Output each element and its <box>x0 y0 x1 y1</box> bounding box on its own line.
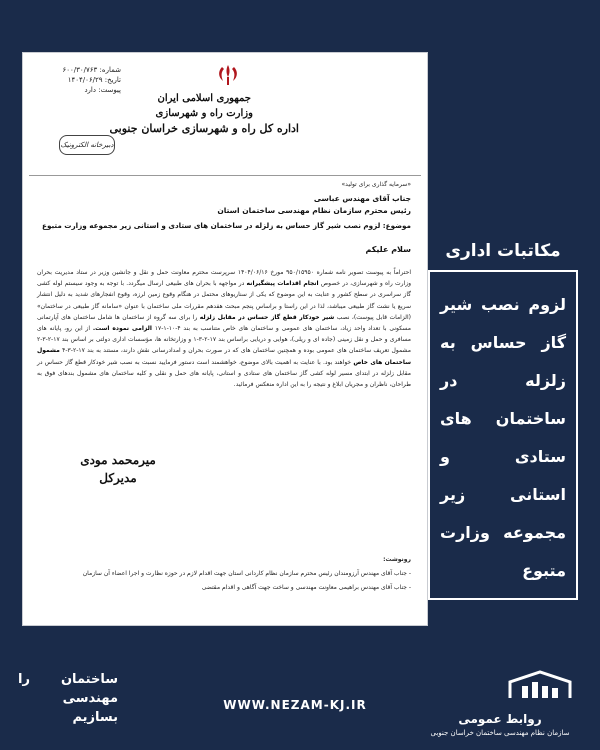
letter-subject: موضوع: لزوم نصب شیر گاز حساس به زلزله در ساختمان های ستادی و استانی زیر مجموعه وزارت متبوع <box>42 221 411 230</box>
letter-date: تاریخ: ۱۴۰۴/۰۶/۲۹ <box>67 76 121 84</box>
public-relations-logo-icon <box>500 668 580 708</box>
issuer-header <box>109 91 299 137</box>
issuer-line-2: وزارت راه و شهرسازی <box>155 108 253 119</box>
news-title-box: لزوم نصب شیر گاز حساس به زلزله در ساختمان های ستادی و استانی زیر مجموعه وزارت متبوع <box>428 270 578 600</box>
body-bold: شیر خودکار قطع گاز حساس در مقابل زلزله <box>199 313 335 321</box>
letter-body <box>37 267 411 390</box>
signatory-name: میرمحمد مودی <box>80 453 156 467</box>
website-link[interactable]: WWW.NEZAM-KJ.IR <box>223 698 367 712</box>
body-bold: الزامی نموده است. <box>92 325 152 333</box>
logo-title: روابط عمومی <box>458 712 542 726</box>
letter-meta <box>31 65 121 95</box>
slogan-line: ساختمان را <box>18 672 118 687</box>
body-bold: انجام اقدامات پیشگیرانه <box>246 280 319 288</box>
carbon-copies <box>37 553 411 595</box>
copy-recipient: - جناب آقای مهندس آرزومندان رئیس محترم سازمان نظام کاردانی استان جهت اقدام لازم در حوزه نظارت و اجرا اعضاء آن سازمان <box>82 570 411 577</box>
signature-block <box>63 451 173 487</box>
slogan-line: مهندسی <box>62 691 118 706</box>
issuer-line-1: جمهوری اسلامی ایران <box>157 93 251 104</box>
issuer-line-3: اداره کل راه و شهرسازی خراسان جنوبی <box>109 122 299 135</box>
logo-caption <box>420 712 580 739</box>
body-part: از این رو، پایانه های مسافری و حمل و نقل زمینی (جاده ای و ریلی)، هوایی و دریایی براساس بند ۱۷-۲-۳-۱ و وزارتخانه ها، مؤسسات اداری دولتی بر اساس بند ۱۷-۲-۳-۲ مشمول تعریف ساختمان های عمومی بوده و همچنین ساختمان های که در صورت بحران و امدادرسانی نقش دارند، مستند به بند ۱۷-۲-۳-۴ <box>37 325 412 355</box>
letter-number: شماره: ۶۰۰/۳۰/۷۶۳ <box>62 66 121 74</box>
recipient-title: رئیس محترم سازمان نظام مهندسی ساختمان استان <box>217 206 411 215</box>
body-part: را برای سه گروه از ساختمان ها شامل ساختمان های آپارتمانی مسکونی با تعداد واحد زیاد، ساختمان های عمومی و ساختمان های خاص متناسب به بند ۴-۱۰-۱-۱۷ <box>37 313 411 333</box>
recipient <box>217 193 411 217</box>
signatory-title: مدیرکل <box>99 471 137 485</box>
header-divider <box>29 175 421 176</box>
copies-heading: رونوشت: <box>383 556 411 563</box>
logo-subtitle: سازمان نظام مهندسی ساختمان خراسان جنوبی <box>430 729 570 737</box>
letter-attachment: پیوست: دارد <box>84 86 121 94</box>
body-part: خواهند بود. با عنایت به اهمیت بالای موضوع، خواهشمند است دستور فرمایید نسبت به نصب شیر خودکار قطع گاز حساس در مقابل زلزله در ابتدای مسیر لوله کشی گاز ساختمان های ستادی و استانی، پایانه های حمل و نقلی و کلیه ساختمان های مشمول بندهای فوق به طراحان، ناظران و مجریان ابلاغ و نتیجه را به این اداره منعکس فرمائید. <box>37 358 411 389</box>
body-part: احتراماً به پیوست تصویر نامه شماره ۹۵۰/۱۵۹۵۰ مورخ ۱۴۰۴/۰۶/۱۶ سرپرست محترم معاونت حمل و نقل و جانشین وزیر در ستاد مدیریت بحران وزارت راه و شهرسازی، در خصوص <box>37 269 411 288</box>
recipient-name: جناب آقای مهندس عباسی <box>313 194 411 203</box>
slogan-line: بسازیم <box>72 710 118 725</box>
body-bold: مشمول ساختمان های خاص <box>37 347 411 366</box>
body-part: در مواجهه با بحران های طبیعی ارسال میگردد. با توجه به وجود سیستم لوله کشی گاز سراسری در سطح کشور و عنایت به این موضوع که یکی از سناریوهای محتمل در هنگام وقوع زمین لرزه، وقوع انفجارهای شدید به دلیل انتشار سریع یا نشت گاز طبیعی میباشد، لذا در این راستا و براساس پنجم مبحث هفدهم مقررات ملی ساختمان با عنوان «سامانه گاز طبیعی در ساختمان» (الزامات قابل پیوست)، نصب <box>37 280 411 321</box>
letter-document <box>22 52 428 626</box>
secretariat-stamp: دبیرخانه الکترونیک <box>59 135 115 155</box>
iran-emblem-icon <box>213 63 243 87</box>
letter-greeting: سلام علیکم <box>365 245 411 254</box>
footer-slogan <box>18 670 118 727</box>
year-slogan: «سرمایه گذاری برای تولید» <box>341 181 411 188</box>
copy-recipient: - جناب آقای مهندس براهیمی معاونت مهندسی و ساخت جهت آگاهی و اقدام مقتضی <box>201 584 411 591</box>
section-heading: مکاتبات اداری <box>445 241 561 261</box>
